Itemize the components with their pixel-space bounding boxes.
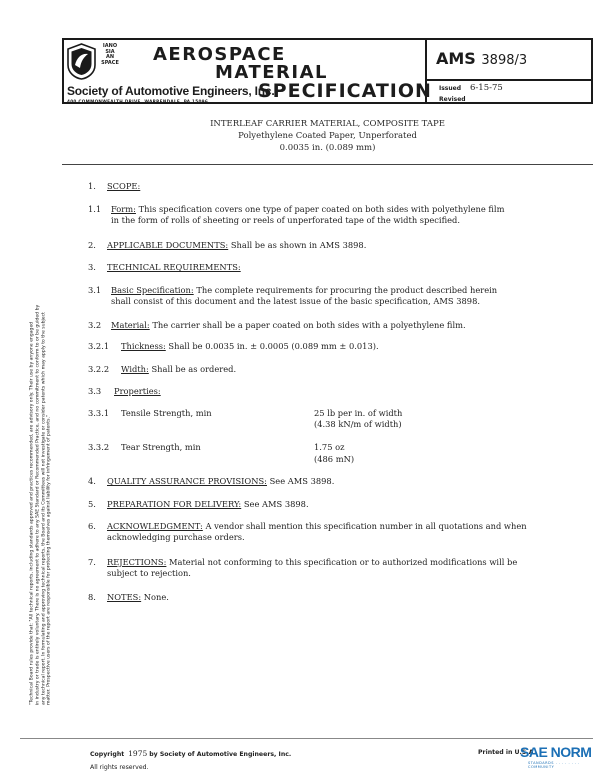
section-3-2-label: Material: — [111, 320, 150, 330]
section-3-2-1-label: Thickness: — [121, 341, 166, 351]
section-3-2-2-label: Width: — [121, 364, 149, 374]
section-3-2-1-line — [121, 341, 379, 352]
ams-number-value: 3898/3 — [481, 53, 528, 68]
section-3-3-2-value1: 1.75 oz — [314, 442, 345, 452]
section-1-1-line1 — [111, 204, 504, 215]
section-4-line — [107, 476, 334, 487]
section-3-3-2-value2: (486 mN) — [314, 454, 355, 464]
section-2-text: Shall be as shown in AMS 3898. — [230, 240, 367, 250]
issued-date: 6-15-75 — [470, 83, 503, 93]
issued-label: Issued — [439, 85, 462, 92]
section-7-number: 7. — [88, 557, 96, 567]
copyright-label: Copyright — [90, 751, 125, 758]
section-3-1-number: 3.1 — [88, 285, 102, 295]
technical-board-notice — [29, 185, 52, 705]
ams-number — [436, 49, 527, 68]
section-6-number: 6. — [88, 521, 96, 531]
section-1-1-line2: in the form of rolls of sheeting or reels of unperforated tape of the width specified. — [111, 215, 460, 225]
notice-line: "Technical Board rules provide that: "All technical reports, including standards approved and practices recommended, are advisory only. Their use by anyone engaged — [29, 321, 35, 705]
section-3-2-number: 3.2 — [88, 320, 102, 330]
section-5-text: See AMS 3898. — [243, 499, 309, 509]
section-8-number: 8. — [88, 592, 96, 602]
section-8-line — [107, 592, 169, 603]
title-line-2: Polyethylene Coated Paper, Unperforated — [238, 131, 417, 141]
logo-text-line: AN — [105, 54, 115, 60]
section-3-1-line1 — [111, 285, 497, 296]
sae-logo-icon — [66, 43, 97, 80]
logo-text-line: IANO — [102, 43, 118, 49]
copyright-by: by Society of Automotive Engineers, Inc. — [149, 751, 292, 758]
header-specification: SPECIFICATION — [258, 80, 432, 102]
society-address: 400 COMMONWEALTH DRIVE, WARRENDALE, PA 15096 — [67, 99, 209, 104]
section-3-heading: TECHNICAL REQUIREMENTS: — [107, 262, 241, 272]
section-3-1-text: The complete requirements for procuring the product described herein — [196, 285, 498, 295]
section-3-1-label: Basic Specification: — [111, 285, 194, 295]
section-3-3-2-number: 3.3.2 — [88, 442, 110, 452]
section-5-number: 5. — [88, 499, 96, 509]
section-4-text: See AMS 3898. — [269, 476, 335, 486]
title-line-1: INTERLEAF CARRIER MATERIAL, COMPOSITE TAPE — [210, 119, 445, 129]
logo-text-line: SIA — [105, 48, 115, 55]
copyright-year: 1975 — [128, 749, 148, 758]
section-2-number: 2. — [88, 240, 96, 250]
section-3-2-2-line — [121, 364, 236, 375]
notice-line: matter. Prospective users of the report are responsible for protecting themselves against liability for infringement of patents." — [46, 414, 52, 705]
section-3-2-1-number: 3.2.1 — [88, 341, 110, 351]
society-name: Society of Automotive Engineers, Inc. — [67, 84, 275, 98]
section-8-heading: NOTES: — [107, 592, 142, 602]
section-8-text: None. — [143, 592, 169, 602]
section-7-text: Material not conforming to this specification or to authorized modifications will be — [169, 557, 518, 567]
section-3-1-line2: shall consist of this document and the latest issue of the basic specification, AMS 3898. — [111, 296, 480, 306]
section-3-3-label: Properties: — [114, 386, 161, 396]
section-7-heading: REJECTIONS: — [107, 557, 167, 567]
section-6-heading: ACKNOWLEDGMENT: — [107, 521, 203, 531]
section-3-3-1-value2: (4.38 kN/m of width) — [314, 419, 402, 429]
section-4-heading: QUALITY ASSURANCE PROVISIONS: — [107, 476, 267, 486]
title-line-3: 0.0035 in. (0.089 mm) — [279, 143, 376, 153]
title-rule — [62, 164, 593, 165]
section-3-2-2-number: 3.2.2 — [88, 364, 110, 374]
header-aerospace: AEROSPACE — [153, 44, 286, 65]
section-1-1-label: Form: — [111, 204, 136, 214]
section-3-3-2-name: Tear Strength, min — [121, 442, 201, 452]
rights-reserved: All rights reserved. — [90, 764, 149, 771]
section-1-heading: SCOPE: — [107, 181, 141, 191]
copyright-line — [90, 749, 291, 758]
footer-rule — [20, 738, 593, 739]
section-3-2-text: The carrier shall be a paper coated on both sides with a polyethylene film. — [152, 320, 466, 330]
section-1-1-number: 1.1 — [88, 204, 102, 214]
section-3-2-2-text: Shall be as ordered. — [151, 364, 237, 374]
section-3-3-number: 3.3 — [88, 386, 102, 396]
section-5-line — [107, 499, 309, 510]
notice-line: in industry or trade is entirely voluntary. There is no agreement to adhere to any SAE Standard or Recommended Practice, and no commitment to conform to or be guided by — [35, 304, 41, 705]
section-3-2-line — [111, 320, 466, 331]
ams-prefix: AMS — [436, 49, 476, 68]
section-6-line1 — [107, 521, 527, 532]
printed-in: Printed in U.S.A. — [478, 749, 536, 756]
section-1-1-text: This specification covers one type of paper coated on both sides with polyethylene film — [138, 204, 505, 214]
section-7-line2: subject to rejection. — [107, 568, 191, 578]
notice-line: any technical report. In formulating and approving technical reports, the Board and its Committees will not investigate or consider patents which may apply to the subject — [41, 312, 46, 705]
section-6-line2: acknowledging purchase orders. — [107, 532, 245, 542]
section-4-number: 4. — [88, 476, 96, 486]
section-3-number: 3. — [88, 262, 96, 272]
header-material: MATERIAL — [215, 62, 328, 83]
watermark-subtext: STANDARDS . . . . . . . . COMMUNITY — [528, 761, 580, 769]
sae-norm-watermark: SAE NORM — [520, 744, 592, 760]
section-3-3-1-name: Tensile Strength, min — [121, 408, 212, 418]
section-2-line — [107, 240, 366, 251]
logo-text-line: SPACE — [101, 59, 119, 66]
section-5-heading: PREPARATION FOR DELIVERY: — [107, 499, 242, 509]
section-6-text: A vendor shall mention this specification number in all quotations and when — [205, 521, 527, 531]
section-3-3-1-value1: 25 lb per in. of width — [314, 408, 403, 418]
logo-caption — [101, 44, 119, 66]
section-3-3-1-number: 3.3.1 — [88, 408, 110, 418]
section-1-number: 1. — [88, 181, 96, 191]
section-2-heading: APPLICABLE DOCUMENTS: — [107, 240, 229, 250]
revised-label: Revised — [439, 96, 466, 103]
header-ams-divider — [425, 79, 593, 81]
section-7-line1 — [107, 557, 517, 568]
section-3-2-1-text: Shall be 0.0035 in. ± 0.0005 (0.089 mm ± 0.013). — [168, 341, 379, 351]
